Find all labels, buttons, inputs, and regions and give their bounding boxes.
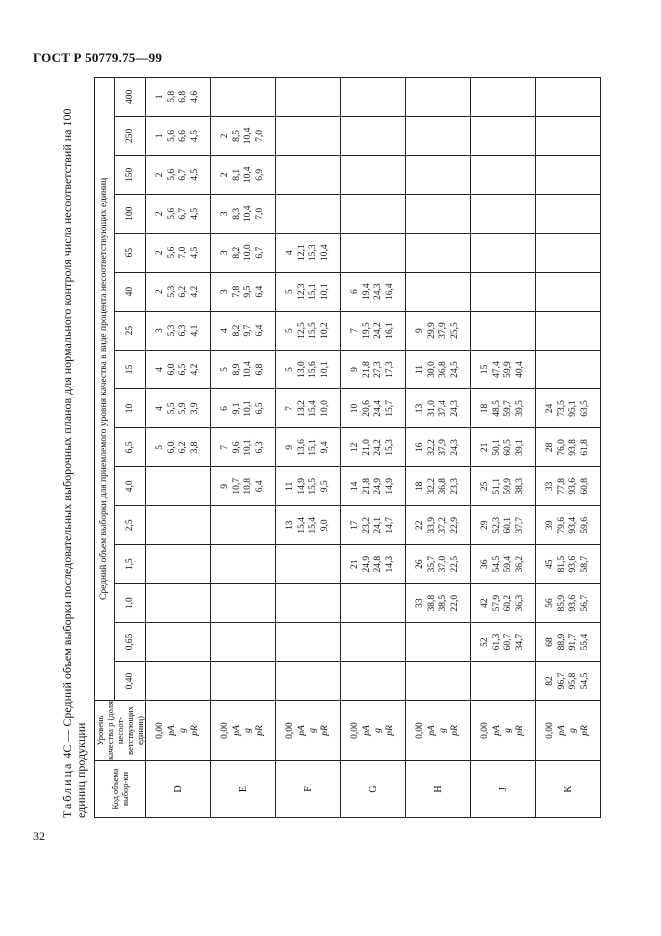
sample-size-cell: 11 30,0 36,8 24,5 [406,350,471,389]
quality-level-labels [341,701,406,761]
sample-size-cell: 3 8,2 10,0 6,7 [211,233,276,272]
sample-size-cell: 52 61,3 60,7 34,7 [471,623,536,662]
sample-size-cell: 7 13,2 15,4 10,0 [276,389,341,428]
sample-size-cell: 15 47,4 59,9 40,4 [471,350,536,389]
sample-size-code: G [341,761,406,818]
sample-size-cell: 2 5,3 6,2 4,2 [146,272,211,311]
quality-level-label: pA [491,725,502,736]
sample-size-cell: 1 5,6 6,6 4,5 [146,116,211,155]
sample-size-cell: 11 14,9 15,5 9,5 [276,467,341,506]
sample-size-cell [276,584,341,623]
sample-size-cell: 24 73,5 95,1 63,5 [536,389,601,428]
sample-size-cell: 3 5,3 6,3 4,1 [146,311,211,350]
sample-size-cell: 6 9,1 10,1 6,5 [211,389,276,428]
sample-size-cell: 7 9,6 10,1 6,3 [211,428,276,467]
aql-header: 15 [115,350,146,389]
aql-header: 400 [115,77,146,116]
sample-size-cell: 28 76,0 93,8 61,8 [536,428,601,467]
sample-size-cell: 5 12,3 15,1 10,1 [276,272,341,311]
sample-size-cell [536,194,601,233]
sample-size-cell: 82 96,7 95,8 54,5 [536,662,601,701]
sample-size-code: F [276,761,341,818]
sample-size-cell: 2 8,1 10,4 6,9 [211,155,276,194]
sample-size-cell [276,545,341,584]
sample-size-code: J [471,761,536,818]
sample-size-cell: 9 29,9 37,9 25,5 [406,311,471,350]
aql-header: 0,40 [115,662,146,701]
sample-size-cell [471,77,536,116]
sample-size-cell [211,545,276,584]
quality-level-label: pA [231,725,242,736]
aql-group-header: Средний объем выборки для приемлемого уровня качества в виде процента несоответствующих единиц [95,77,115,700]
table-row [536,77,601,817]
sample-size-cell: 4 6,0 6,5 4,2 [146,350,211,389]
aql-header: 150 [115,155,146,194]
aql-header: 65 [115,233,146,272]
sample-size-cell [471,311,536,350]
sample-size-cell [471,233,536,272]
quality-level-labels [536,701,601,761]
sample-size-cell [406,233,471,272]
sample-size-cell [471,116,536,155]
aql-header: 100 [115,194,146,233]
sample-size-cell: 5 8,9 10,4 6,8 [211,350,276,389]
sample-size-table [94,77,601,818]
sample-size-cell [471,272,536,311]
sample-size-cell [471,194,536,233]
table-row [146,77,211,817]
quality-level-label: pR [449,725,460,736]
table-row [406,77,471,817]
sample-size-cell: 3 8,3 10,4 7,0 [211,194,276,233]
sample-size-cell: 56 85,9 93,6 56,7 [536,584,601,623]
sample-size-cell [471,662,536,701]
quality-level-label: pR [579,725,590,736]
sample-size-cell [276,77,341,116]
sample-size-cell: 33 38,8 38,5 22,0 [406,584,471,623]
sample-size-cell [276,194,341,233]
aql-header: 25 [115,311,146,350]
sample-size-cell [406,272,471,311]
aql-header: 1,0 [115,584,146,623]
sample-size-cell [276,662,341,701]
sample-size-cell: 2 5,6 7,0 4,5 [146,233,211,272]
quality-level-label: pR [189,725,200,736]
sample-size-cell: 4 12,1 15,3 10,4 [276,233,341,272]
sample-size-cell: 4 5,5 5,9 3,9 [146,389,211,428]
sample-size-cell [146,584,211,623]
sample-size-cell [146,545,211,584]
sample-size-cell: 39 79,6 93,4 59,6 [536,506,601,545]
sample-size-cell [406,77,471,116]
quality-level-label: g [503,728,513,733]
aql-header: 10 [115,389,146,428]
code-column-header: Код объема выбор-ки [95,761,146,818]
sample-size-cell: 33 77,8 93,6 60,8 [536,467,601,506]
sample-size-cell: 9 21,8 27,3 17,3 [341,350,406,389]
quality-level-labels [211,701,276,761]
sample-size-cell [211,662,276,701]
sample-size-cell: 9 13,6 15,1 9,4 [276,428,341,467]
quality-level-label: g [373,728,383,733]
sample-size-cell: 29 52,3 60,1 37,7 [471,506,536,545]
sample-size-cell [536,272,601,311]
sample-size-cell [341,233,406,272]
sample-size-cell [536,77,601,116]
quality-level-labels [146,701,211,761]
sample-size-cell [341,584,406,623]
sample-size-cell [211,623,276,662]
aql-header: 1,5 [115,545,146,584]
sample-size-cell [146,662,211,701]
sample-size-cell: 9 10,7 10,8 6,4 [211,467,276,506]
sample-size-cell: 3 7,8 9,5 6,4 [211,272,276,311]
quality-level-labels [276,701,341,761]
sample-size-cell [536,116,601,155]
sample-size-cell [341,623,406,662]
quality-level-label: pR [254,725,265,736]
sample-size-cell [536,350,601,389]
quality-level-label: g [178,728,188,733]
sample-size-cell [406,155,471,194]
sample-size-cell [341,155,406,194]
quality-level-label: pA [296,725,307,736]
sample-size-cell: 13 31,0 37,4 24,3 [406,389,471,428]
quality-level-label: 0,00 [285,722,295,739]
quality-level-label: 0,00 [480,722,490,739]
sample-size-code: H [406,761,471,818]
quality-level-label: pA [166,725,177,736]
table-row [341,77,406,817]
sample-size-cell [341,194,406,233]
quality-level-labels [471,701,536,761]
sample-size-cell: 7 19,5 24,2 16,1 [341,311,406,350]
sample-size-cell [276,623,341,662]
sample-size-cell: 22 33,9 37,2 22,9 [406,506,471,545]
sample-size-cell [406,623,471,662]
quality-level-label: pR [384,725,395,736]
sample-size-cell: 2 8,5 10,4 7,0 [211,116,276,155]
sample-size-cell: 14 21,8 24,9 14,9 [341,467,406,506]
aql-header: 40 [115,272,146,311]
quality-level-label: g [243,728,253,733]
aql-header: 2,5 [115,506,146,545]
sample-size-cell [406,194,471,233]
table-row [276,77,341,817]
sample-size-cell [211,77,276,116]
table-title: 4С — Средний объем выборки последовательных выборочных планов для нормального контроля числа несоответствий на 100 единиц продукции [60,108,88,818]
sample-size-cell: 26 35,7 37,0 22,5 [406,545,471,584]
sample-size-cell [276,155,341,194]
sample-size-cell [276,116,341,155]
table-row [211,77,276,817]
sample-size-cell: 5 12,5 15,5 10,2 [276,311,341,350]
table-label: Таблица [60,761,74,818]
quality-level-label: pR [319,725,330,736]
aql-header: 0,65 [115,623,146,662]
aql-header: 4,0 [115,467,146,506]
aql-header: 6,5 [115,428,146,467]
quality-level-label: g [568,728,578,733]
quality-level-labels [406,701,471,761]
sample-size-cell: 18 48,5 59,7 39,5 [471,389,536,428]
sample-size-cell: 2 5,6 6,7 4,5 [146,194,211,233]
quality-level-label: g [438,728,448,733]
quality-level-label: 0,00 [155,722,165,739]
sample-size-cell: 10 20,6 24,4 15,7 [341,389,406,428]
sample-size-cell: 36 54,5 59,4 36,2 [471,545,536,584]
sample-size-cell [341,77,406,116]
quality-level-label: pA [556,725,567,736]
sample-size-cell: 17 23,2 24,1 14,7 [341,506,406,545]
quality-level-label: 0,00 [415,722,425,739]
sample-size-code: D [146,761,211,818]
quality-level-label: 0,00 [545,722,555,739]
page-number: 32 [33,829,45,843]
sample-size-cell [406,116,471,155]
sample-size-code: E [211,761,276,818]
sample-size-cell: 21 50,1 60,5 39,1 [471,428,536,467]
sample-size-cell: 12 21,0 24,2 15,3 [341,428,406,467]
sample-size-cell [341,116,406,155]
sample-size-cell: 18 32,2 36,8 23,3 [406,467,471,506]
sample-size-cell [211,584,276,623]
sample-size-cell [146,623,211,662]
sample-size-cell: 5 6,0 6,2 3,8 [146,428,211,467]
quality-level-label: pR [514,725,525,736]
sample-size-cell [146,506,211,545]
sample-size-cell: 6 19,4 24,3 16,4 [341,272,406,311]
quality-level-label: pA [426,725,437,736]
sample-size-cell [536,155,601,194]
sample-size-cell: 16 32,2 37,9 24,3 [406,428,471,467]
sample-size-cell: 5 13,0 15,6 10,1 [276,350,341,389]
quality-level-label: 0,00 [220,722,230,739]
sample-size-cell: 25 51,1 59,9 38,3 [471,467,536,506]
sample-size-cell: 1 5,8 6,8 4,6 [146,77,211,116]
aql-header: 250 [115,116,146,155]
quality-level-label: 0,00 [350,722,360,739]
sample-size-cell: 42 57,9 60,2 36,3 [471,584,536,623]
sample-size-cell [536,311,601,350]
sample-size-cell: 21 24,9 24,8 14,3 [341,545,406,584]
table-row [471,77,536,817]
sample-size-cell: 68 88,9 91,7 55,4 [536,623,601,662]
sample-size-cell [406,662,471,701]
sample-size-cell: 45 81,5 93,6 58,7 [536,545,601,584]
sample-size-cell [536,233,601,272]
quality-level-label: pA [361,725,372,736]
rotated-table-block [60,78,620,818]
sample-size-code: K [536,761,601,818]
sample-size-cell: 13 15,4 15,4 9,0 [276,506,341,545]
sample-size-cell [211,506,276,545]
sample-size-cell [471,155,536,194]
quality-level-label: g [308,728,318,733]
document-header: ГОСТ Р 50779.75—99 [33,50,163,65]
sample-size-cell: 4 8,2 9,7 6,4 [211,311,276,350]
sample-size-cell: 2 5,6 6,7 4,5 [146,155,211,194]
sample-size-cell [341,662,406,701]
sample-size-cell [146,467,211,506]
level-column-header: Уровень качества p (доля несоот-ветствующих единиц) [95,701,145,760]
table-caption [60,98,88,818]
